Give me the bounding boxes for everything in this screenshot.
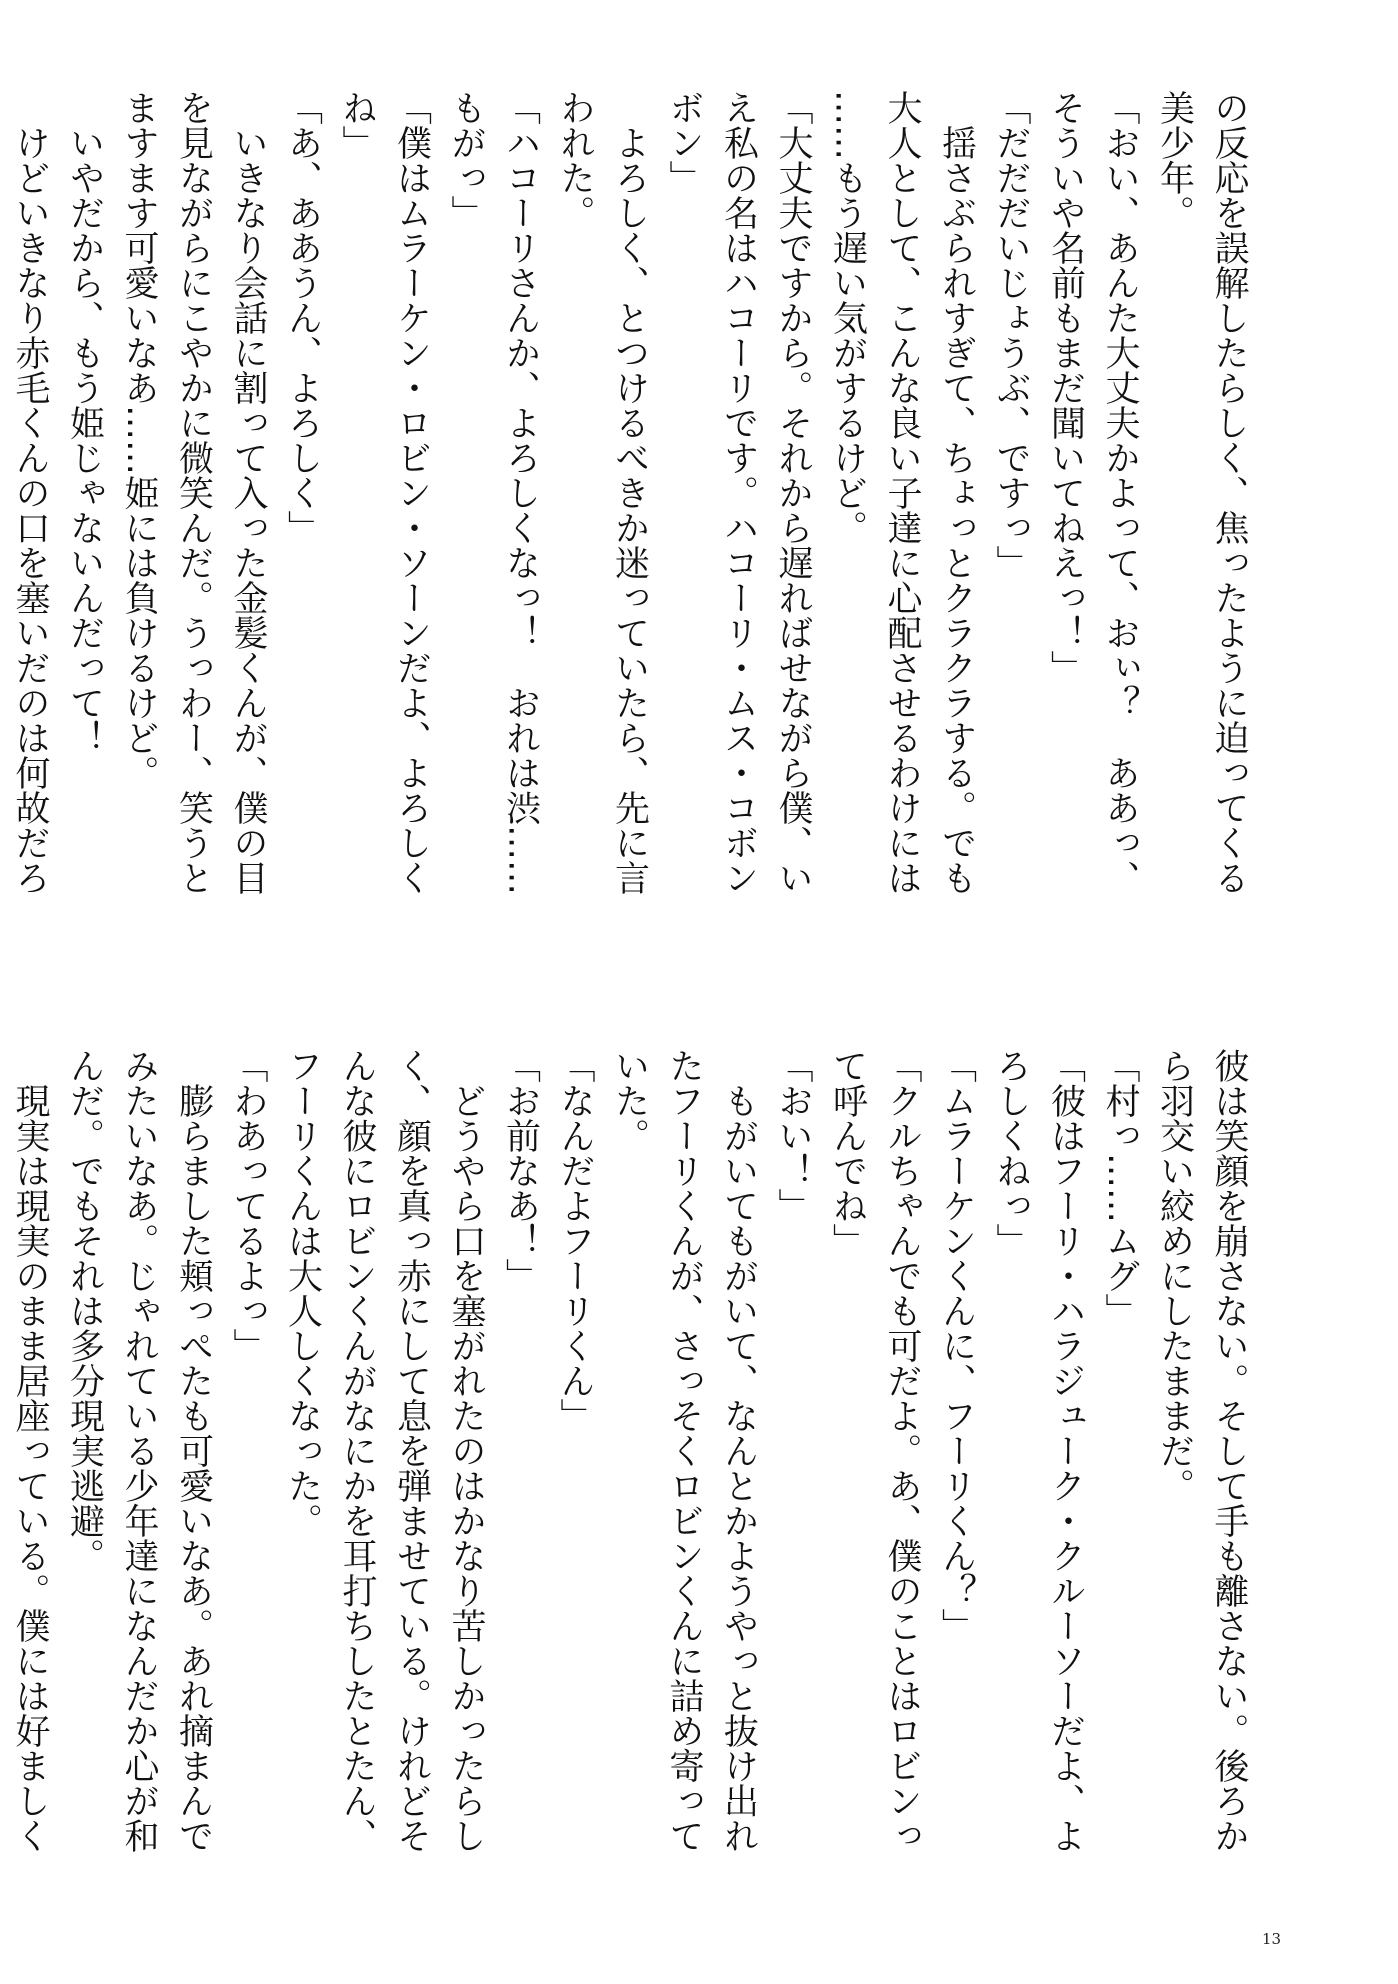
- lower-line: 「おい！」: [773, 1048, 813, 1223]
- lower-line: 彼は笑顔を崩さない。そして手も離さない。後ろか: [1209, 1048, 1249, 1853]
- lower-line: ら羽交い絞めにしたままだ。: [1154, 1048, 1195, 1503]
- upper-line: いきなり会話に割って入った金髪くんが、僕の目: [228, 90, 268, 895]
- upper-line: ……もう遅い気がするけど。: [827, 90, 868, 545]
- lower-line: 「クルちゃんでも可だよ。あ、僕のことはロビンっ: [882, 1048, 922, 1853]
- lower-line: どうやら口を塞がれたのはかなり苦しかったらし: [446, 1048, 486, 1853]
- upper-line: 「大丈夫ですから。それから遅ればせながら僕、い: [773, 90, 813, 895]
- text-block-lower: [0, 1048, 1256, 1896]
- lower-line: んだ。でもそれは多分現実逃避。: [64, 1048, 105, 1573]
- lower-line: く、顔を真っ赤にして息を弾ませている。けれどそ: [391, 1048, 432, 1853]
- lower-line: フーリくんは大人しくなった。: [282, 1048, 323, 1538]
- lower-line: もがいてもがいて、なんとかようやっと抜け出れ: [718, 1048, 759, 1853]
- upper-line: よろしく、とつけるべきか迷っていたら、先に言: [609, 90, 650, 895]
- upper-line: ボン」: [664, 90, 704, 195]
- upper-line: ますます可愛いなあ……姫には負けるけど。: [119, 90, 159, 790]
- upper-line: 「僕はムラーケン・ロビン・ソーンだよ、よろしく: [391, 90, 432, 895]
- lower-line: 「彼はフーリ・ハラジューク・クルーソーだよ、よ: [1045, 1048, 1086, 1853]
- lower-line: 現実は現実のまま居座っている。僕には好ましく: [10, 1048, 50, 1853]
- upper-line: いやだから、もう姫じゃないんだって！: [64, 90, 105, 755]
- lower-line: ろしくねっ」: [991, 1048, 1031, 1258]
- upper-line: 「だだだいじょうぶ、ですっ」: [991, 90, 1031, 580]
- lower-line: 「わあってるよっ」: [228, 1048, 268, 1363]
- upper-line: [0, 90, 3, 938]
- text-block-upper: [0, 90, 1256, 938]
- lower-line: いた。: [609, 1048, 650, 1153]
- lower-line: 「村っ……ムグ」: [1100, 1048, 1140, 1328]
- upper-line: え私の名はハコーリです。ハコーリ・ムス・コボン: [718, 90, 759, 895]
- upper-line: を見ながらにこやかに微笑んだ。うっわー、笑うと: [173, 90, 214, 895]
- upper-line: われた。: [555, 90, 595, 230]
- upper-line: そういや名前もまだ聞いてねえっ！」: [1045, 90, 1086, 685]
- upper-line: 美少年。: [1154, 90, 1195, 230]
- upper-line: 「あ、ああうん、よろしく」: [282, 90, 323, 545]
- lower-line: 「ムラーケンくんに、フーリくん？」: [936, 1048, 977, 1643]
- lower-line: たフーリくんが、さっそくロビンくんに詰め寄って: [664, 1048, 704, 1853]
- upper-line: 「おい、あんた大丈夫かよって、おぃ？ ああっ、: [1100, 90, 1140, 895]
- page-number: 13: [1262, 1930, 1282, 1948]
- upper-line: もがっ」: [446, 90, 486, 230]
- upper-line: ね」: [337, 90, 377, 160]
- lower-line: 膨らました頬っぺたも可愛いなあ。あれ摘まんで: [173, 1048, 214, 1853]
- upper-line: 大人として、こんな良い子達に心配させるわけには: [882, 90, 922, 895]
- lower-line: 「お前なあ！」: [500, 1048, 541, 1293]
- lower-line: んな彼にロビンくんがなにかを耳打ちしたとたん、: [337, 1048, 377, 1853]
- upper-line: の反応を誤解したらしく、焦ったように迫ってくる: [1209, 90, 1249, 895]
- lower-line: て呼んでね」: [827, 1048, 868, 1258]
- upper-line: けどいきなり赤毛くんの口を塞いだのは何故だろ: [10, 90, 50, 895]
- lower-line: 「なんだよフーリくん」: [555, 1048, 595, 1433]
- upper-line: 揺さぶられすぎて、ちょっとクラクラする。でも: [936, 90, 977, 895]
- upper-line: 「ハコーリさんか、よろしくなっ！ おれは渋……: [500, 90, 541, 895]
- lower-line: みたいなあ。じゃれている少年達になんだか心が和: [119, 1048, 159, 1853]
